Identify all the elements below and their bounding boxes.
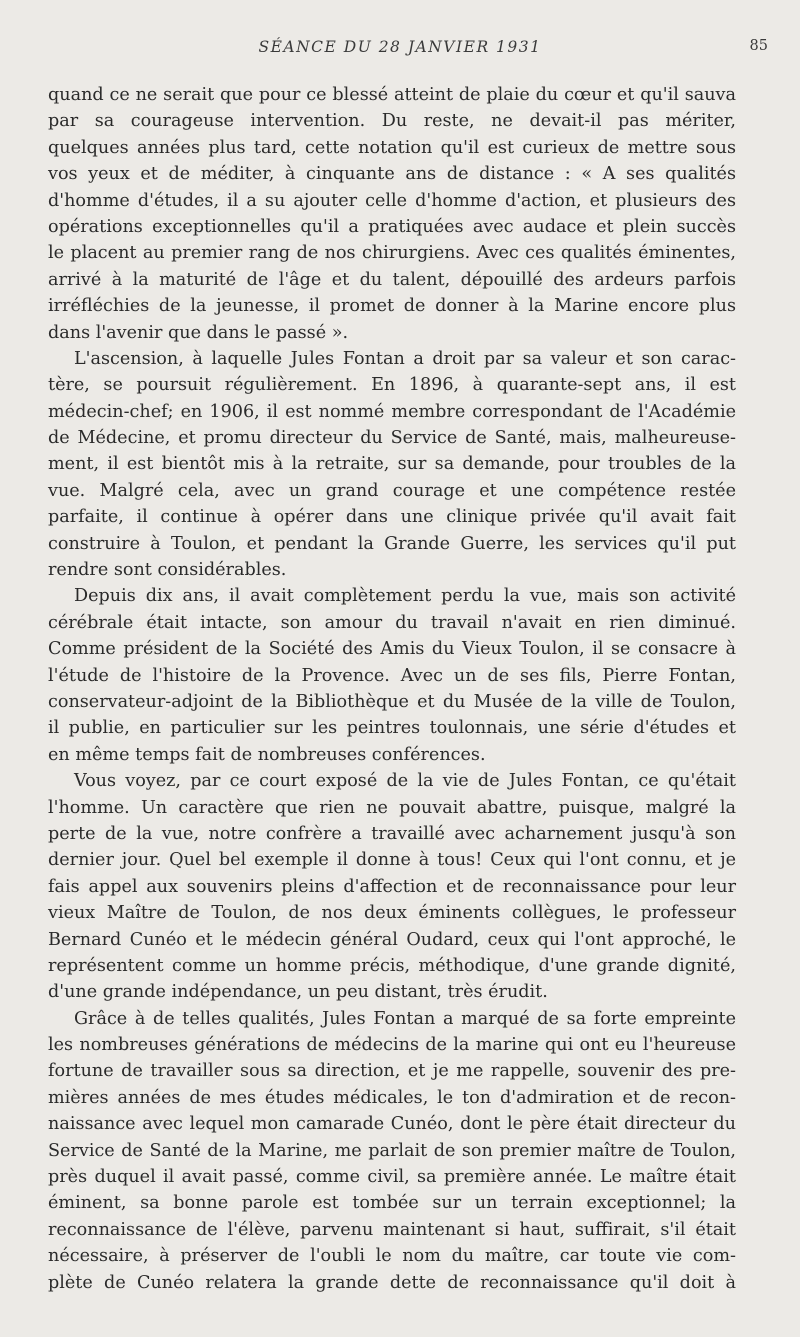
text-line: de Médecine, et promu directeur du Service de Santé, mais, malheureuse- [48,428,736,449]
text-line: vue. Malgré cela, avec un grand courage et une compétence restée [48,480,736,501]
page-number: 85 [749,38,768,54]
text-line: il publie, en particulier sur les peintres toulonnais, une série d'études et [48,718,736,739]
text-line: parfaite, il continue à opérer dans une clinique privée qu'il avait fait [48,507,736,528]
text-line: quelques années plus tard, cette notation qu'il est curieux de mettre sous [48,137,736,158]
text-line: quand ce ne serait que pour ce blessé atteint de plaie du cœur et qu'il sauva [48,85,736,105]
text-line: conservateur-adjoint de la Bibliothèque et du Musée de la ville de Toulon, [48,691,736,712]
text-line: reconnaissance de l'élève, parvenu maintenant si haut, suffirait, s'il était [48,1219,736,1240]
text-line: opérations exceptionnelles qu'il a pratiquées avec audace et plein succès [48,216,736,237]
text-line: fortune de travailler sous sa direction, et je me rappelle, souvenir des pre- [48,1061,736,1082]
text-line: dans l'avenir que dans le passé ». [48,322,349,343]
text-line: irréfléchies de la jeunesse, il promet de donner à la Marine encore plus [48,296,736,317]
text-line: les nombreuses générations de médecins de la marine qui ont eu l'heureuse [48,1035,736,1056]
text-line: naissance avec lequel mon camarade Cunéo, dont le père était directeur du [48,1114,736,1135]
text-line: Vous voyez, par ce court exposé de la vie de Jules Fontan, ce qu'était [74,771,736,792]
text-line: Service de Santé de la Marine, me parlait de son premier maître de Toulon, [48,1140,736,1161]
text-line: en même temps fait de nombreuses conférences. [48,744,486,765]
text-line: perte de la vue, notre confrère a travaillé avec acharnement jusqu'à son [48,823,736,844]
text-line: éminent, sa bonne parole est tombée sur un terrain exceptionnel; la [48,1193,736,1214]
text-line: L'ascension, à laquelle Jules Fontan a droit par sa valeur et son carac- [74,348,736,369]
text-line: ment, il est bientôt mis à la retraite, sur sa demande, pour troubles de la [48,454,736,475]
text-line: nécessaire, à préserver de l'oubli le nom du maître, car toute vie com- [48,1246,736,1267]
text-line: Depuis dix ans, il avait complètement perdu la vue, mais son activité [74,586,736,607]
text-line: cérébrale était intacte, son amour du travail n'avait en rien diminué. [48,612,736,633]
text-line: dernier jour. Quel bel exemple il donne à tous! Ceux qui l'ont connu, et je [48,850,736,871]
text-line: d'une grande indépendance, un peu distant, très érudit. [48,982,548,1003]
text-line: vos yeux et de méditer, à cinquante ans de distance : « A ses qualités [48,164,736,185]
text-line: plète de Cunéo relatera la grande dette de reconnaissance qu'il doit à [48,1272,736,1293]
text-line: le placent au premier rang de nos chirurgiens. Avec ces qualités éminentes, [48,243,736,264]
running-title: SÉANCE DU 28 JANVIER 1931 [258,38,542,56]
text-line: vieux Maître de Toulon, de nos deux éminents collègues, le professeur [48,903,736,924]
text-line: l'étude de l'histoire de la Provence. Avec un de ses fils, Pierre Fontan, [48,665,736,686]
text-line: Grâce à de telles qualités, Jules Fontan a marqué de sa forte empreinte [74,1008,736,1029]
text-line: Comme président de la Société des Amis du Vieux Toulon, il se consacre à [48,639,736,660]
text-line: d'homme d'études, il a su ajouter celle d'homme d'action, et plusieurs des [48,190,736,211]
text-line: rendre sont considérables. [48,560,287,581]
body-text [48,82,736,1296]
text-line: fais appel aux souvenirs pleins d'affection et de reconnaissance pour leur [48,876,736,897]
text-line: près duquel il avait passé, comme civil, sa première année. Le maître était [48,1167,736,1188]
text-line: représentent comme un homme précis, méthodique, d'une grande dignité, [48,955,736,976]
text-line: Bernard Cunéo et le médecin général Oudard, ceux qui l'ont approché, le [48,929,736,950]
text-line: mières années de mes études médicales, le ton d'admiration et de recon- [48,1087,736,1108]
text-line: par sa courageuse intervention. Du reste, ne devait-il pas mériter, [48,111,736,132]
text-line: l'homme. Un caractère que rien ne pouvait abattre, puisque, malgré la [48,797,736,818]
text-line: médecin-chef; en 1906, il est nommé membre correspondant de l'Académie [48,401,736,422]
text-line: tère, se poursuit régulièrement. En 1896, à quarante-sept ans, il est [48,375,736,396]
text-line: construire à Toulon, et pendant la Grande Guerre, les services qu'il put [48,533,736,554]
text-line: arrivé à la maturité de l'âge et du talent, dépouillé des ardeurs parfois [48,269,736,290]
